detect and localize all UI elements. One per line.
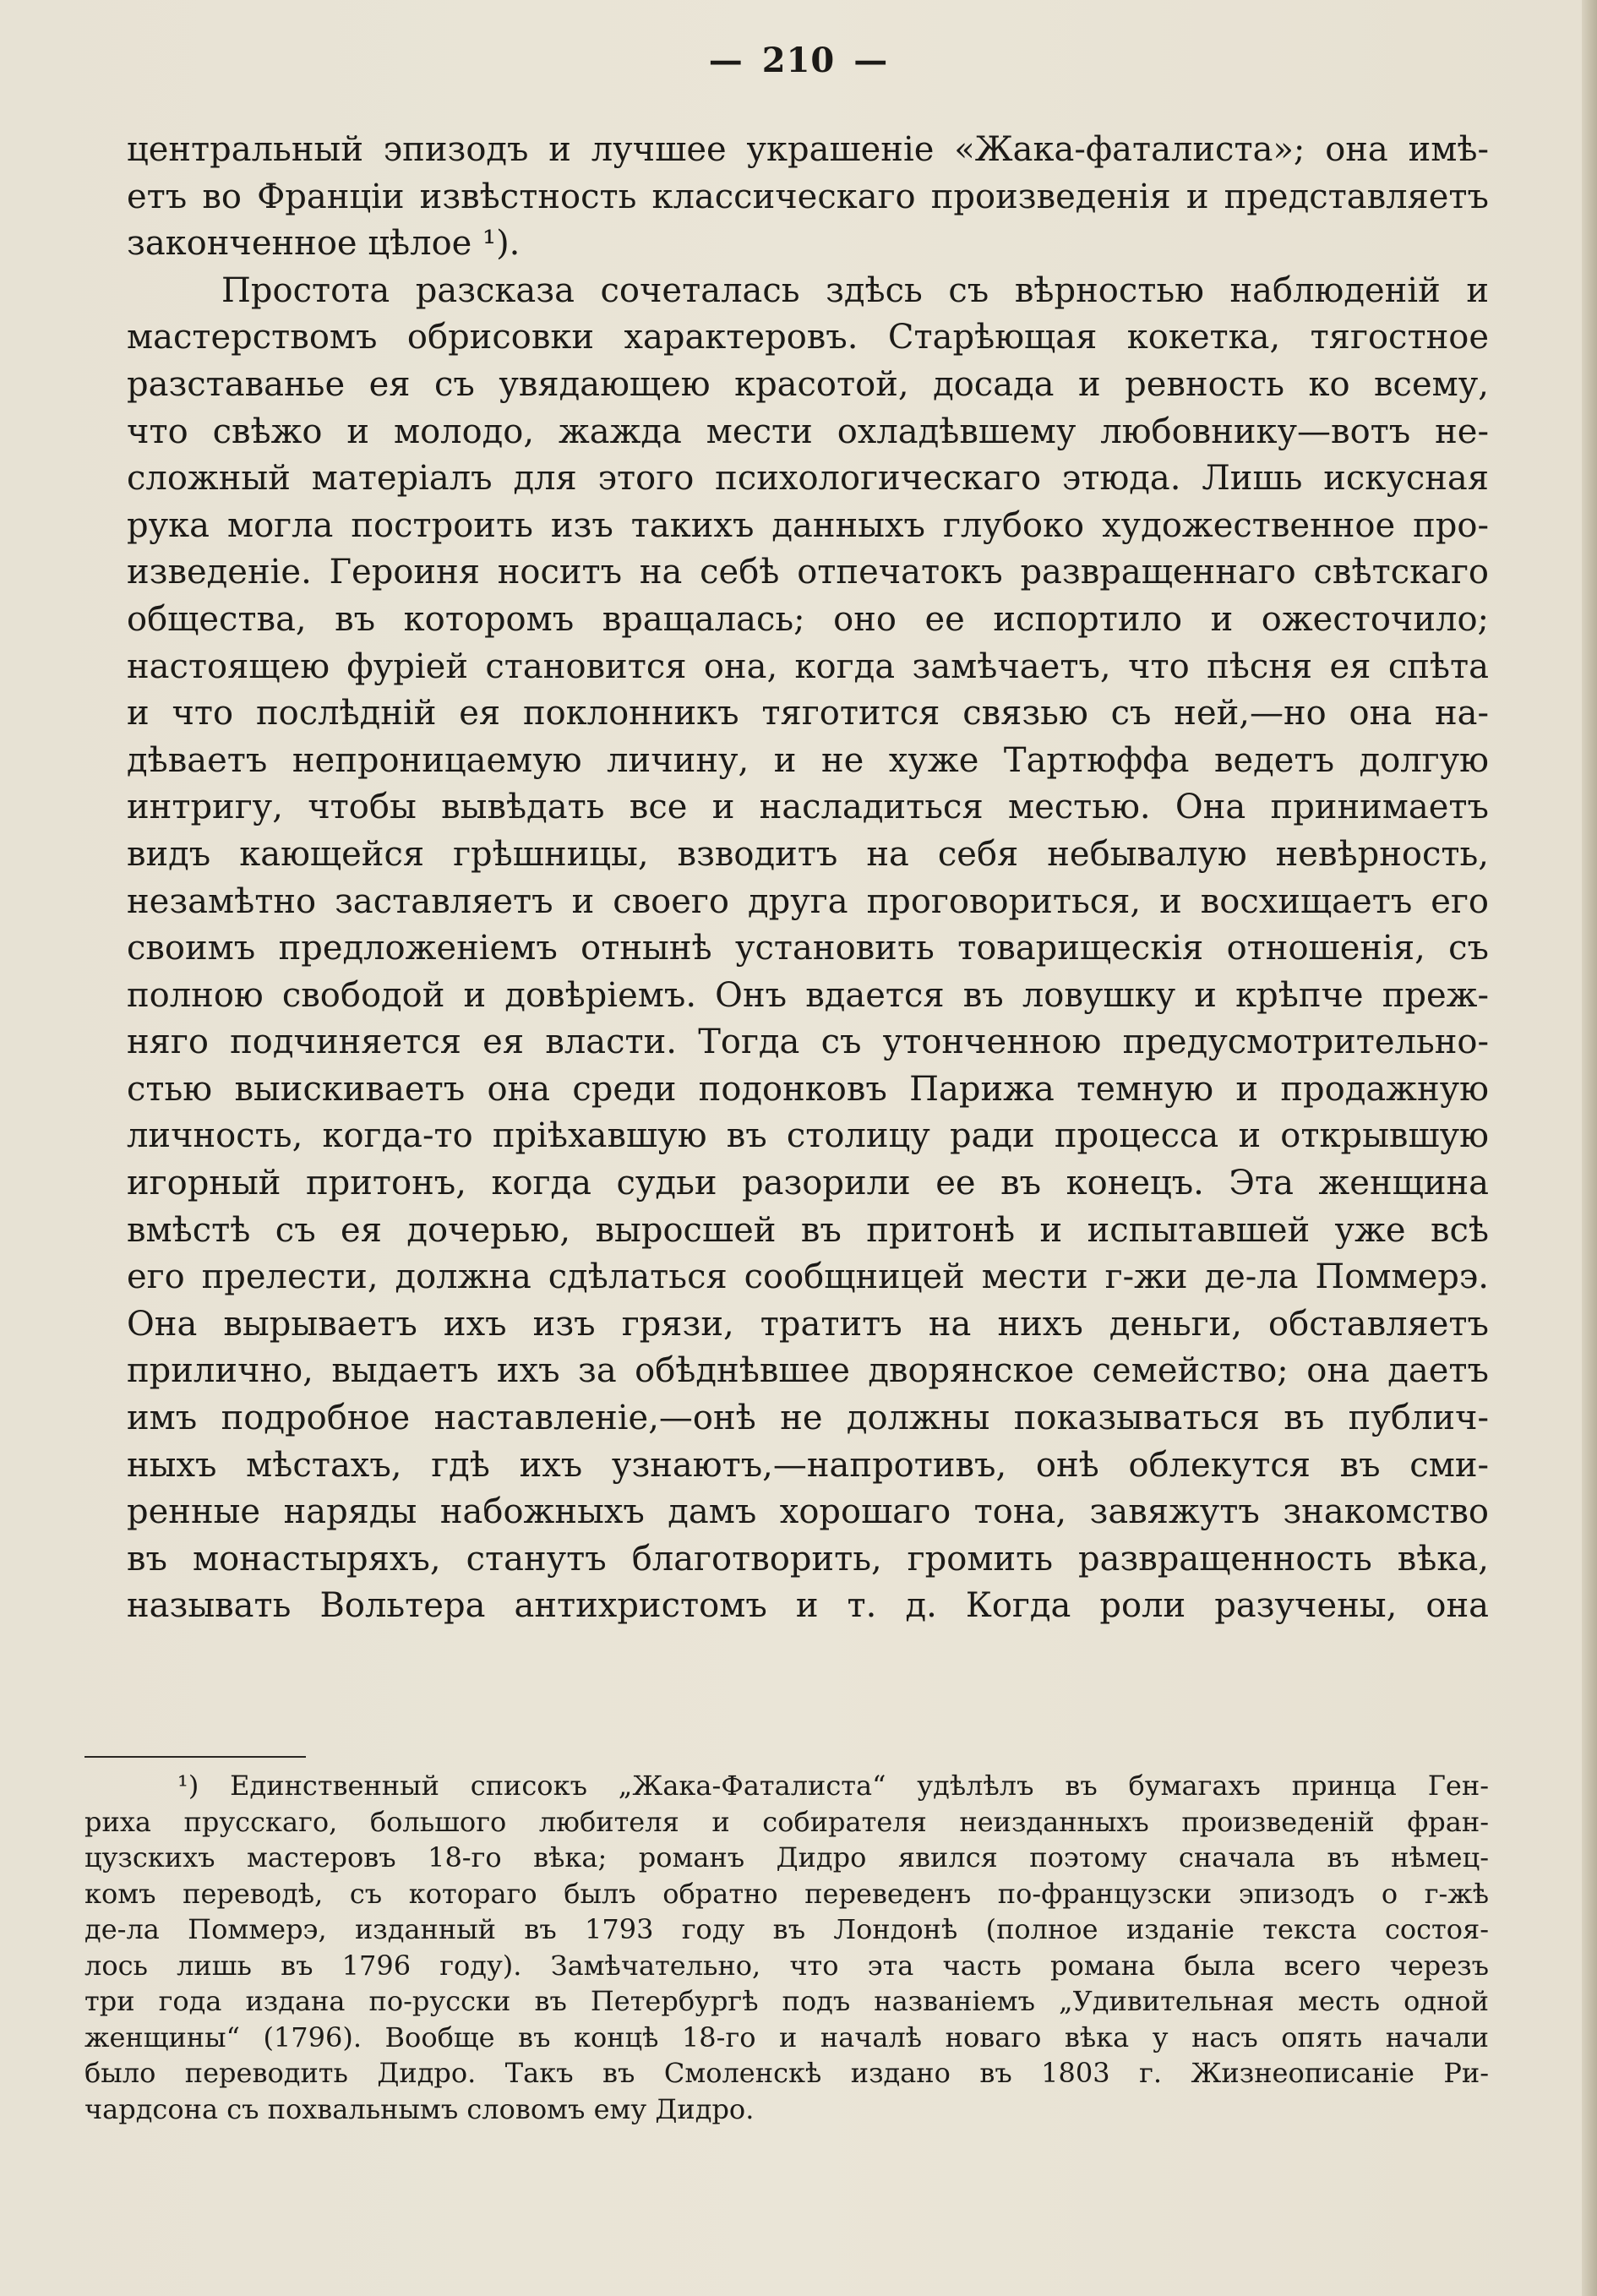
text-line: сложный матеріалъ для этого психологическаго этюда. Лишь искусная: [127, 459, 1489, 499]
body-text: [127, 127, 1489, 1630]
text-line: общества, въ которомъ вращалась; оно ее испортило и ожесточило;: [127, 599, 1489, 639]
text-line: полною свободой и довѣріемъ. Онъ вдается въ ловушку и крѣпче преж-: [127, 975, 1489, 1015]
page-number: 210: [761, 41, 836, 80]
footnote-line: комъ переводѣ, съ котораго былъ обратно переведенъ по-французски эпизодъ о г-жѣ: [84, 1877, 1489, 1910]
text-line: что свѣжо и молодо, жажда мести охладѣвшему любовнику—вотъ не-: [127, 412, 1489, 451]
text-line: прилично, выдаетъ ихъ за обѣднѣвшее дворянское семейство; она даетъ: [127, 1351, 1489, 1391]
text-line: рука могла построить изъ такихъ данныхъ глубоко художественное про-: [127, 505, 1489, 545]
text-line: ренные наряды набожныхъ дамъ хорошаго тона, завяжутъ знакомство: [127, 1492, 1489, 1532]
footnote-line: де-ла Поммерэ, изданный въ 1793 году въ Лондонѣ (полное изданіе текста состоя-: [84, 1913, 1489, 1945]
footnote-line: лось лишь въ 1796 году). Замѣчательно, что эта часть романа была всего черезъ: [84, 1949, 1489, 1982]
text-line: разставанье ея съ увядающею красотой, досада и ревность ко всему,: [127, 364, 1489, 404]
text-line: ныхъ мѣстахъ, гдѣ ихъ узнаютъ,—напротивъ, онѣ облекутся въ сми-: [127, 1445, 1489, 1485]
text-line: изведеніе. Героиня носитъ на себѣ отпечатокъ развращеннаго свѣтскаго: [127, 553, 1489, 592]
footnote-line: женщины“ (1796). Вообще въ концѣ 18-го и началѣ новаго вѣка у насъ опять начали: [84, 2021, 1489, 2053]
header-dash-right: —: [853, 41, 889, 80]
footnote-line: риха прусскаго, большого любителя и собирателя неизданныхъ произведеній фран-: [84, 1805, 1489, 1838]
text-line: видъ кающейся грѣшницы, взводитъ на себя небывалую невѣрность,: [127, 834, 1489, 874]
text-line: няго подчиняется ея власти. Тогда съ утонченною предусмотрительно-: [127, 1023, 1489, 1062]
text-line: етъ во Франціи извѣстность классическаго произведенія и представляетъ: [127, 177, 1489, 216]
text-line: настоящею фуріей становится она, когда замѣчаетъ, что пѣсня ея спѣта: [127, 646, 1489, 686]
text-line: законченное цѣлое ¹).: [127, 224, 521, 264]
text-line: и что послѣдній ея поклонникъ тяготится связью съ ней,—но она на-: [127, 694, 1489, 734]
footnote: [84, 1768, 1489, 2127]
text-line: его прелести, должна сдѣлаться сообщницей мести г-жи де-ла Поммерэ.: [127, 1257, 1489, 1297]
text-line: своимъ предложеніемъ отнынѣ установить товарищескія отношенія, съ: [127, 929, 1489, 968]
text-line: имъ подробное наставленіе,—онѣ не должны показываться въ публич-: [127, 1399, 1489, 1438]
footnote-line: цузскихъ мастеровъ 18-го вѣка; романъ Дидро явился поэтому сначала въ нѣмец-: [84, 1841, 1489, 1873]
text-line: вмѣстѣ съ ея дочерью, выросшей въ притонѣ и испытавшей уже всѣ: [127, 1210, 1489, 1250]
text-line: Она вырываетъ ихъ изъ грязи, тратитъ на нихъ деньги, обставляетъ: [127, 1304, 1489, 1344]
footnote-line: три года издана по-русски въ Петербургѣ подъ названіемъ „Удивительная месть одной: [84, 1985, 1489, 2017]
text-line: мастерствомъ обрисовки характеровъ. Старѣющая кокетка, тягостное: [127, 318, 1489, 357]
footnote-divider: [84, 1756, 306, 1758]
text-line: незамѣтно заставляетъ и своего друга проговориться, и восхищаетъ его: [127, 881, 1489, 921]
footnote-line: чардсона съ похвальнымъ словомъ ему Дидро.: [84, 2092, 755, 2125]
text-line: въ монастыряхъ, станутъ благотворить, громить развращенность вѣка,: [127, 1539, 1489, 1579]
text-line: центральный эпизодъ и лучшее украшеніе «Жака-фаталиста»; она имѣ-: [127, 130, 1489, 169]
page-header: [0, 41, 1597, 80]
text-line: личность, когда-то пріѣхавшую въ столицу ради процесса и открывшую: [127, 1116, 1489, 1156]
text-line: дѣваетъ непроницаемую личину, и не хуже Тартюффа ведетъ долгую: [127, 740, 1489, 780]
footnote-line: ¹) Единственный списокъ „Жака-Фаталиста“ удѣлѣлъ въ бумагахъ принца Ген-: [177, 1770, 1489, 1802]
text-line: стью выискиваетъ она среди подонковъ Парижа темную и продажную: [127, 1069, 1489, 1109]
text-line: Простота разсказа сочеталась здѣсь съ вѣрностью наблюденій и: [221, 270, 1489, 310]
text-line: игорный притонъ, когда судьи разорили ее въ конецъ. Эта женщина: [127, 1164, 1489, 1203]
text-line: называть Вольтера антихристомъ и т. д. Когда роли разучены, она: [127, 1586, 1489, 1626]
footnote-line: было переводить Дидро. Такъ въ Смоленскѣ издано въ 1803 г. Жизнеописаніе Ри-: [84, 2057, 1489, 2089]
header-dash-left: —: [708, 41, 744, 80]
text-line: интригу, чтобы вывѣдать все и насладиться местью. Она принимаетъ: [127, 788, 1489, 827]
